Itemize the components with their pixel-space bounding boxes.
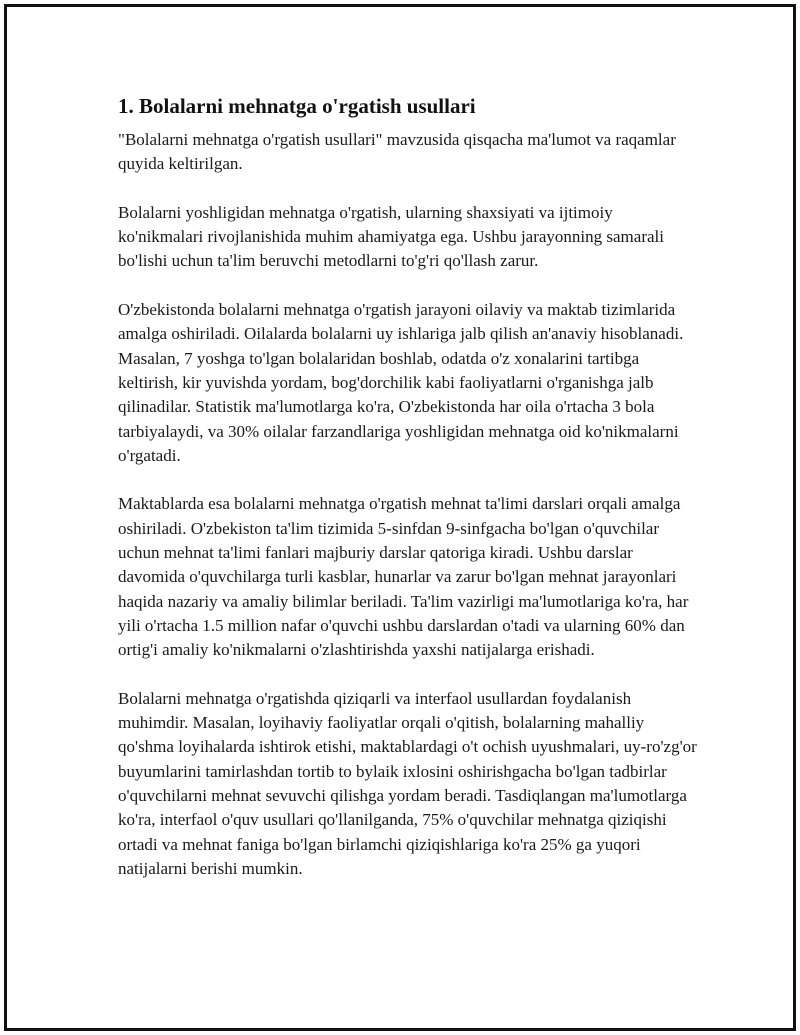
body-paragraph: Maktablarda esa bolalarni mehnatga o'rgatish mehnat ta'limi darslari orqali amalga oshiriladi. O'zbekiston ta'lim tizimida 5-sinfdan 9-sinfgacha bo'lgan o'quvchilar uchun mehnat ta'limi fanlari majburiy darslar qatoriga kiradi. Ushbu darslar davomida o'quvchilarga turli kasblar, hunarlar va zarur bo'lgan mehnat jarayonlari haqida nazariy va amaliy bilimlar beriladi. Ta'lim vazirligi ma'lumotlariga ko'ra, har yili o'rtacha 1.5 million nafar o'quvchi ushbu darslardan o'tadi va ularning 60% dan ortig'i amaliy ko'nikmalarni o'zlashtirishda yaxshi natijalarga erishadi. bbox=[118, 494, 689, 660]
section-title: 1. Bolalarni mehnatga o'rgatish usullari bbox=[118, 94, 476, 118]
body-paragraph: Bolalarni mehnatga o'rgatishda qiziqarli va interfaol usullardan foydalanish muhimdir. Masalan, loyihaviy faoliyatlar orqali o'qitish, bolalarning mahalliy qo'shma loyihalarda ishtirok etishi, maktablardagi o't ochish uyushmalari, uy-ro'zg'or buyumlarini tamirlashdan tortib to bylaik ixlosini oshirishgacha bo'lgan tadbirlar o'quvchilarni mehnat sevuvchi qilishga yordam beradi. Tasdiqlangan ma'lumotlarga ko'ra, interfaol o'quv usullari qo'llanilganda, 75% o'quvchilar mehnatga qiziqishi ortadi va mehnat faniga bo'lgan birlamchi qiziqishlariga ko'ra 25% ga yuqori natijalarni berishi mumkin. bbox=[118, 688, 697, 878]
body-paragraph: O'zbekistonda bolalarni mehnatga o'rgatish jarayoni oilaviy va maktab tizimlarida amalga oshiriladi. Oilalarda bolalarni uy ishlariga jalb qilish an'anaviy hisoblanadi. Masalan, 7 yoshga to'lgan bolalaridan boshlab, odatda o'z xonalarini tartibga keltirish, kir yuvishda yordam, bog'dorchilik kabi faoliyatlarni o'rganishga jalb qilinadilar. Statistik ma'lumotlarga ko'ra, O'zbekistonda har oila o'rtacha 3 bola tarbiyalaydi, va 30% oilalar farzandlariga yoshligidan mehnatga oid ko'nikmalarni o'rgatadi. bbox=[118, 300, 684, 465]
intro-paragraph: "Bolalarni mehnatga o'rgatish usullari" mavzusida qisqacha ma'lumot va raqamlar quyida keltirilgan. bbox=[118, 130, 676, 174]
document-body bbox=[118, 92, 698, 906]
body-paragraph: Bolalarni yoshligidan mehnatga o'rgatish, ularning shaxsiyati va ijtimoiy ko'nikmalari rivojlanishida muhim ahamiyatga ega. Ushbu jarayonning samarali bo'lishi uchun ta'lim beruvchi metodlarni to'g'ri qo'llash zarur. bbox=[118, 202, 664, 271]
